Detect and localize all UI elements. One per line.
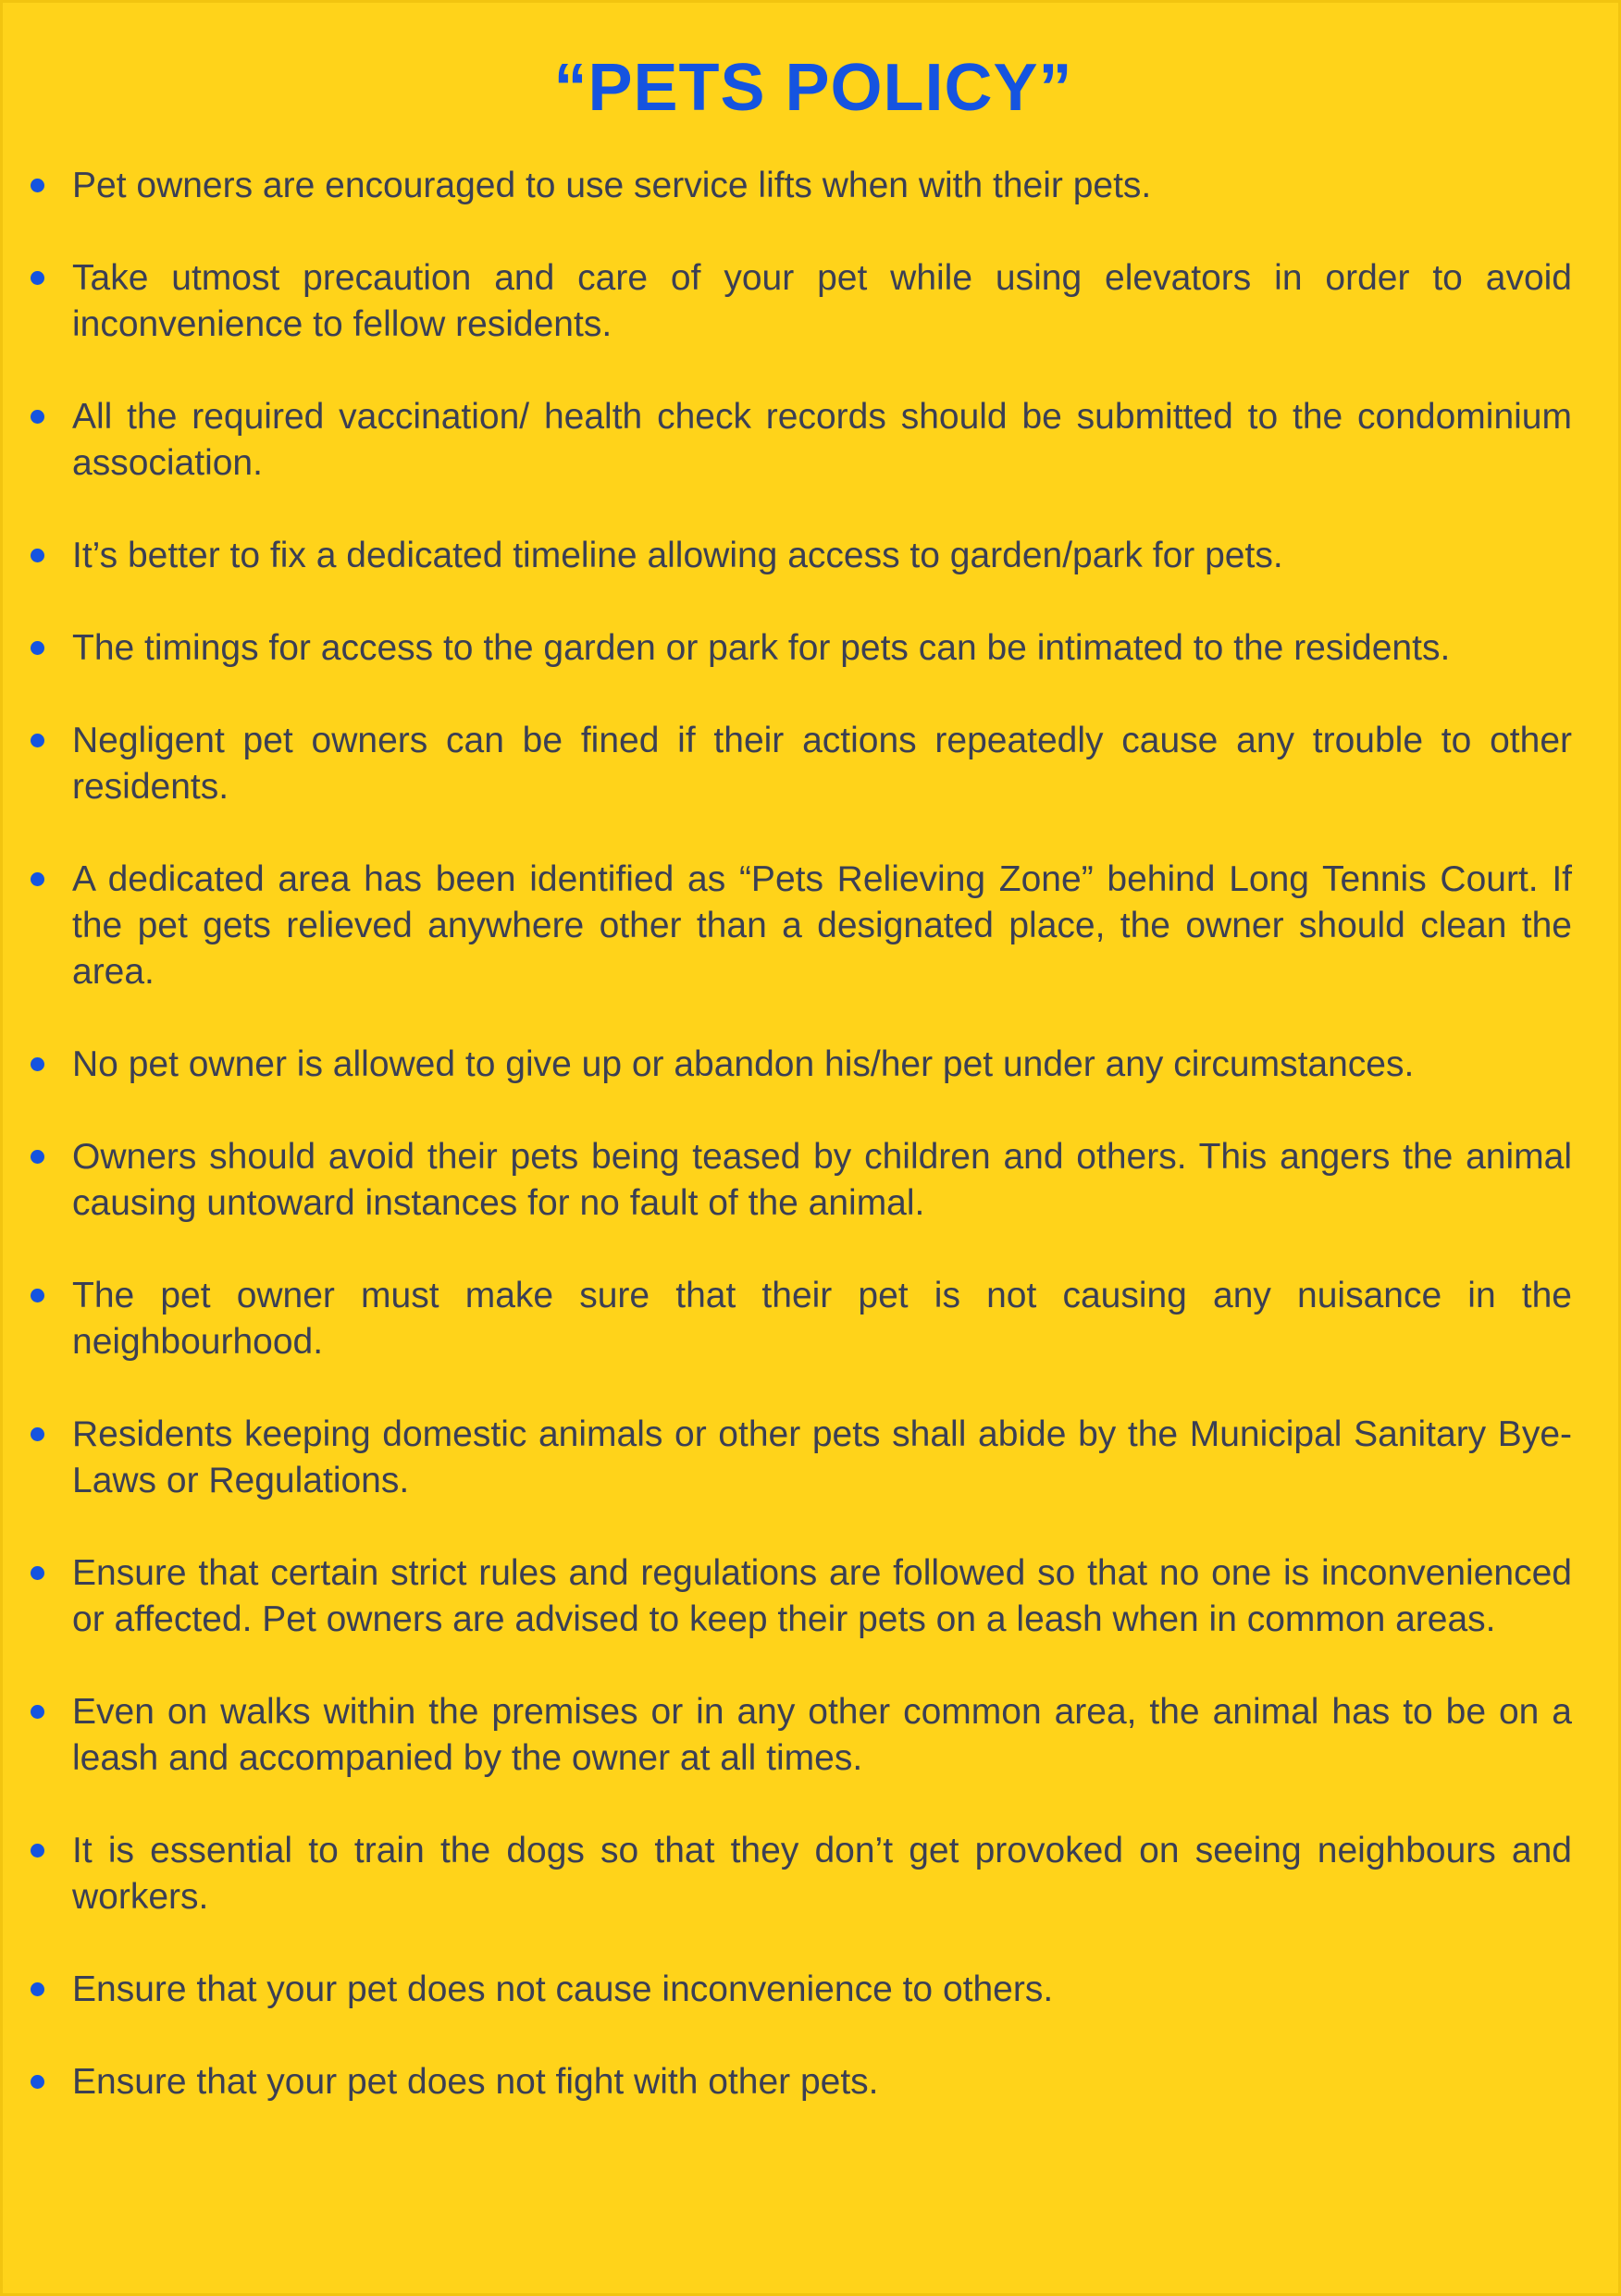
bullet-icon	[31, 1150, 44, 1164]
policy-item	[3, 625, 1621, 672]
policy-item-text: A dedicated area has been identified as “Pets Relieving Zone” behind Long Tennis Court. If the pet gets relieved anywhere other than a designated place, the owner should clean the area.	[72, 859, 1572, 992]
bullet-icon	[31, 549, 44, 562]
policy-item-text: The pet owner must make sure that their pet is not causing any nuisance in the neighbourhood.	[72, 1276, 1572, 1362]
bullet-icon	[31, 1057, 44, 1071]
policy-item-text: Ensure that certain strict rules and regulations are followed so that no one is inconvenienced or affected. Pet owners are advised to keep their pets on a leash when in common areas.	[72, 1553, 1572, 1639]
policy-item-text: Ensure that your pet does not fight with other pets.	[72, 2062, 879, 2102]
policy-item-text: It is essential to train the dogs so that they don’t get provoked on seeing neighbours and workers.	[72, 1831, 1572, 1917]
bullet-icon	[31, 1844, 44, 1858]
policy-item	[3, 163, 1621, 209]
bullet-icon	[31, 2075, 44, 2089]
policy-item-text: Residents keeping domestic animals or other pets shall abide by the Municipal Sanitary Bye-Laws or Regulations.	[72, 1414, 1572, 1500]
policy-item	[3, 255, 1621, 348]
bullet-icon	[31, 1566, 44, 1580]
policy-item	[3, 1967, 1621, 2013]
policy-item	[3, 533, 1621, 579]
policy-item-text: Ensure that your pet does not cause inconvenience to others.	[72, 1969, 1054, 2009]
policy-item	[3, 1689, 1621, 1782]
bullet-icon	[31, 1705, 44, 1719]
policy-item-text: It’s better to fix a dedicated timeline allowing access to garden/park for pets.	[72, 536, 1283, 575]
bullet-icon	[31, 179, 44, 192]
policy-item	[3, 857, 1621, 995]
policy-item	[3, 1412, 1621, 1504]
policy-item-text: No pet owner is allowed to give up or abandon his/her pet under any circumstances.	[72, 1044, 1415, 1084]
policy-item-text: All the required vaccination/ health check records should be submitted to the condominium association.	[72, 397, 1572, 483]
policy-item-text: Take utmost precaution and care of your pet while using elevators in order to avoid inconvenience to fellow residents.	[72, 258, 1572, 344]
policy-item	[3, 1042, 1621, 1088]
bullet-icon	[31, 1982, 44, 1996]
bullet-icon	[31, 1289, 44, 1302]
bullet-icon	[31, 1427, 44, 1441]
bullet-icon	[31, 410, 44, 424]
policy-item	[3, 394, 1621, 487]
policy-item	[3, 1828, 1621, 1920]
policy-item-text: Owners should avoid their pets being teased by children and others. This angers the animal causing untoward instances for no fault of the animal.	[72, 1137, 1572, 1223]
bullet-icon	[31, 734, 44, 747]
policy-item	[3, 1273, 1621, 1365]
bullet-icon	[31, 872, 44, 886]
bullet-icon	[31, 271, 44, 285]
policy-item	[3, 1134, 1621, 1227]
policy-item-text: Even on walks within the premises or in any other common area, the animal has to be on a leash and accompanied by the owner at all times.	[72, 1692, 1572, 1778]
policy-list	[3, 163, 1621, 2152]
policy-item	[3, 1550, 1621, 1643]
policy-item-text: Pet owners are encouraged to use service lifts when with their pets.	[72, 166, 1152, 205]
bullet-icon	[31, 641, 44, 655]
policy-item	[3, 718, 1621, 810]
policy-item	[3, 2059, 1621, 2105]
page-title: “PETS POLICY”	[553, 51, 1073, 125]
policy-item-text: Negligent pet owners can be fined if their actions repeatedly cause any trouble to other residents.	[72, 721, 1572, 807]
policy-item-text: The timings for access to the garden or park for pets can be intimated to the residents.	[72, 628, 1451, 668]
